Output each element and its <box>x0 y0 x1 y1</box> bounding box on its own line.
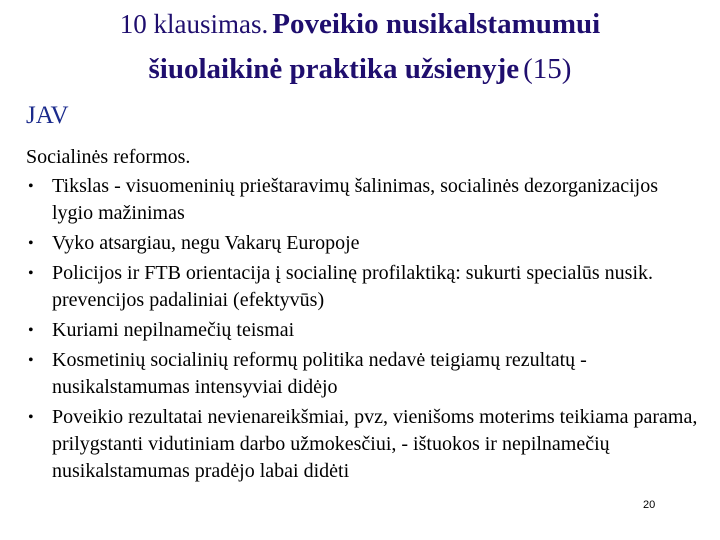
bullet-list <box>0 173 700 488</box>
bullet-icon: • <box>28 235 34 252</box>
title-line-1 <box>0 4 720 49</box>
title-line-2 <box>0 49 720 94</box>
list-item <box>0 173 700 227</box>
list-item <box>0 404 700 485</box>
bullet-text: Kuriami nepilnamečių teismai <box>52 319 295 341</box>
slide-title <box>0 4 720 94</box>
bullet-icon: • <box>28 265 34 282</box>
bullet-icon: • <box>28 178 34 195</box>
title-main-line-2: šiuolaikinė praktika užsienyje <box>148 53 520 85</box>
bullet-text: Poveikio rezultatai nevienareikšmiai, pvz, vienišoms moterims teikiama parama, prilygstanti vidutiniam darbo užmokesčiui, - ištuokos ir nepilnamečių nusikalstamumas pradėjo labai didėti <box>52 406 698 482</box>
bullet-text: Tikslas - visuomeninių prieštaravimų šalinimas, socialinės dezorganizacijos lygio mažinimas <box>52 175 659 224</box>
section-heading: Socialinės reformos. <box>26 146 191 168</box>
bullet-icon: • <box>28 409 34 426</box>
list-item <box>0 347 700 401</box>
title-main-line-1: Poveikio nusikalstamumui <box>272 8 601 40</box>
title-prefix: 10 klausimas. <box>119 9 269 39</box>
bullet-text: Policijos ir FTB orientacija į socialinę profilaktiką: sukurti specialūs nusik. prevencijos padaliniai (efektyvūs) <box>52 262 654 311</box>
bullet-text: Kosmetinių socialinių reformų politika nedavė teigiamų rezultatų - nusikalstamumas intensyviai didėjo <box>52 349 587 398</box>
bullet-text: Vyko atsargiau, negu Vakarų Europoje <box>52 232 360 254</box>
page-number: 20 <box>643 499 656 511</box>
title-number: (15) <box>523 53 572 85</box>
list-item <box>0 317 700 344</box>
list-item <box>0 230 700 257</box>
bullet-icon: • <box>28 352 34 369</box>
country-subtitle: JAV <box>26 102 69 129</box>
list-item <box>0 260 700 314</box>
bullet-icon: • <box>28 322 34 339</box>
